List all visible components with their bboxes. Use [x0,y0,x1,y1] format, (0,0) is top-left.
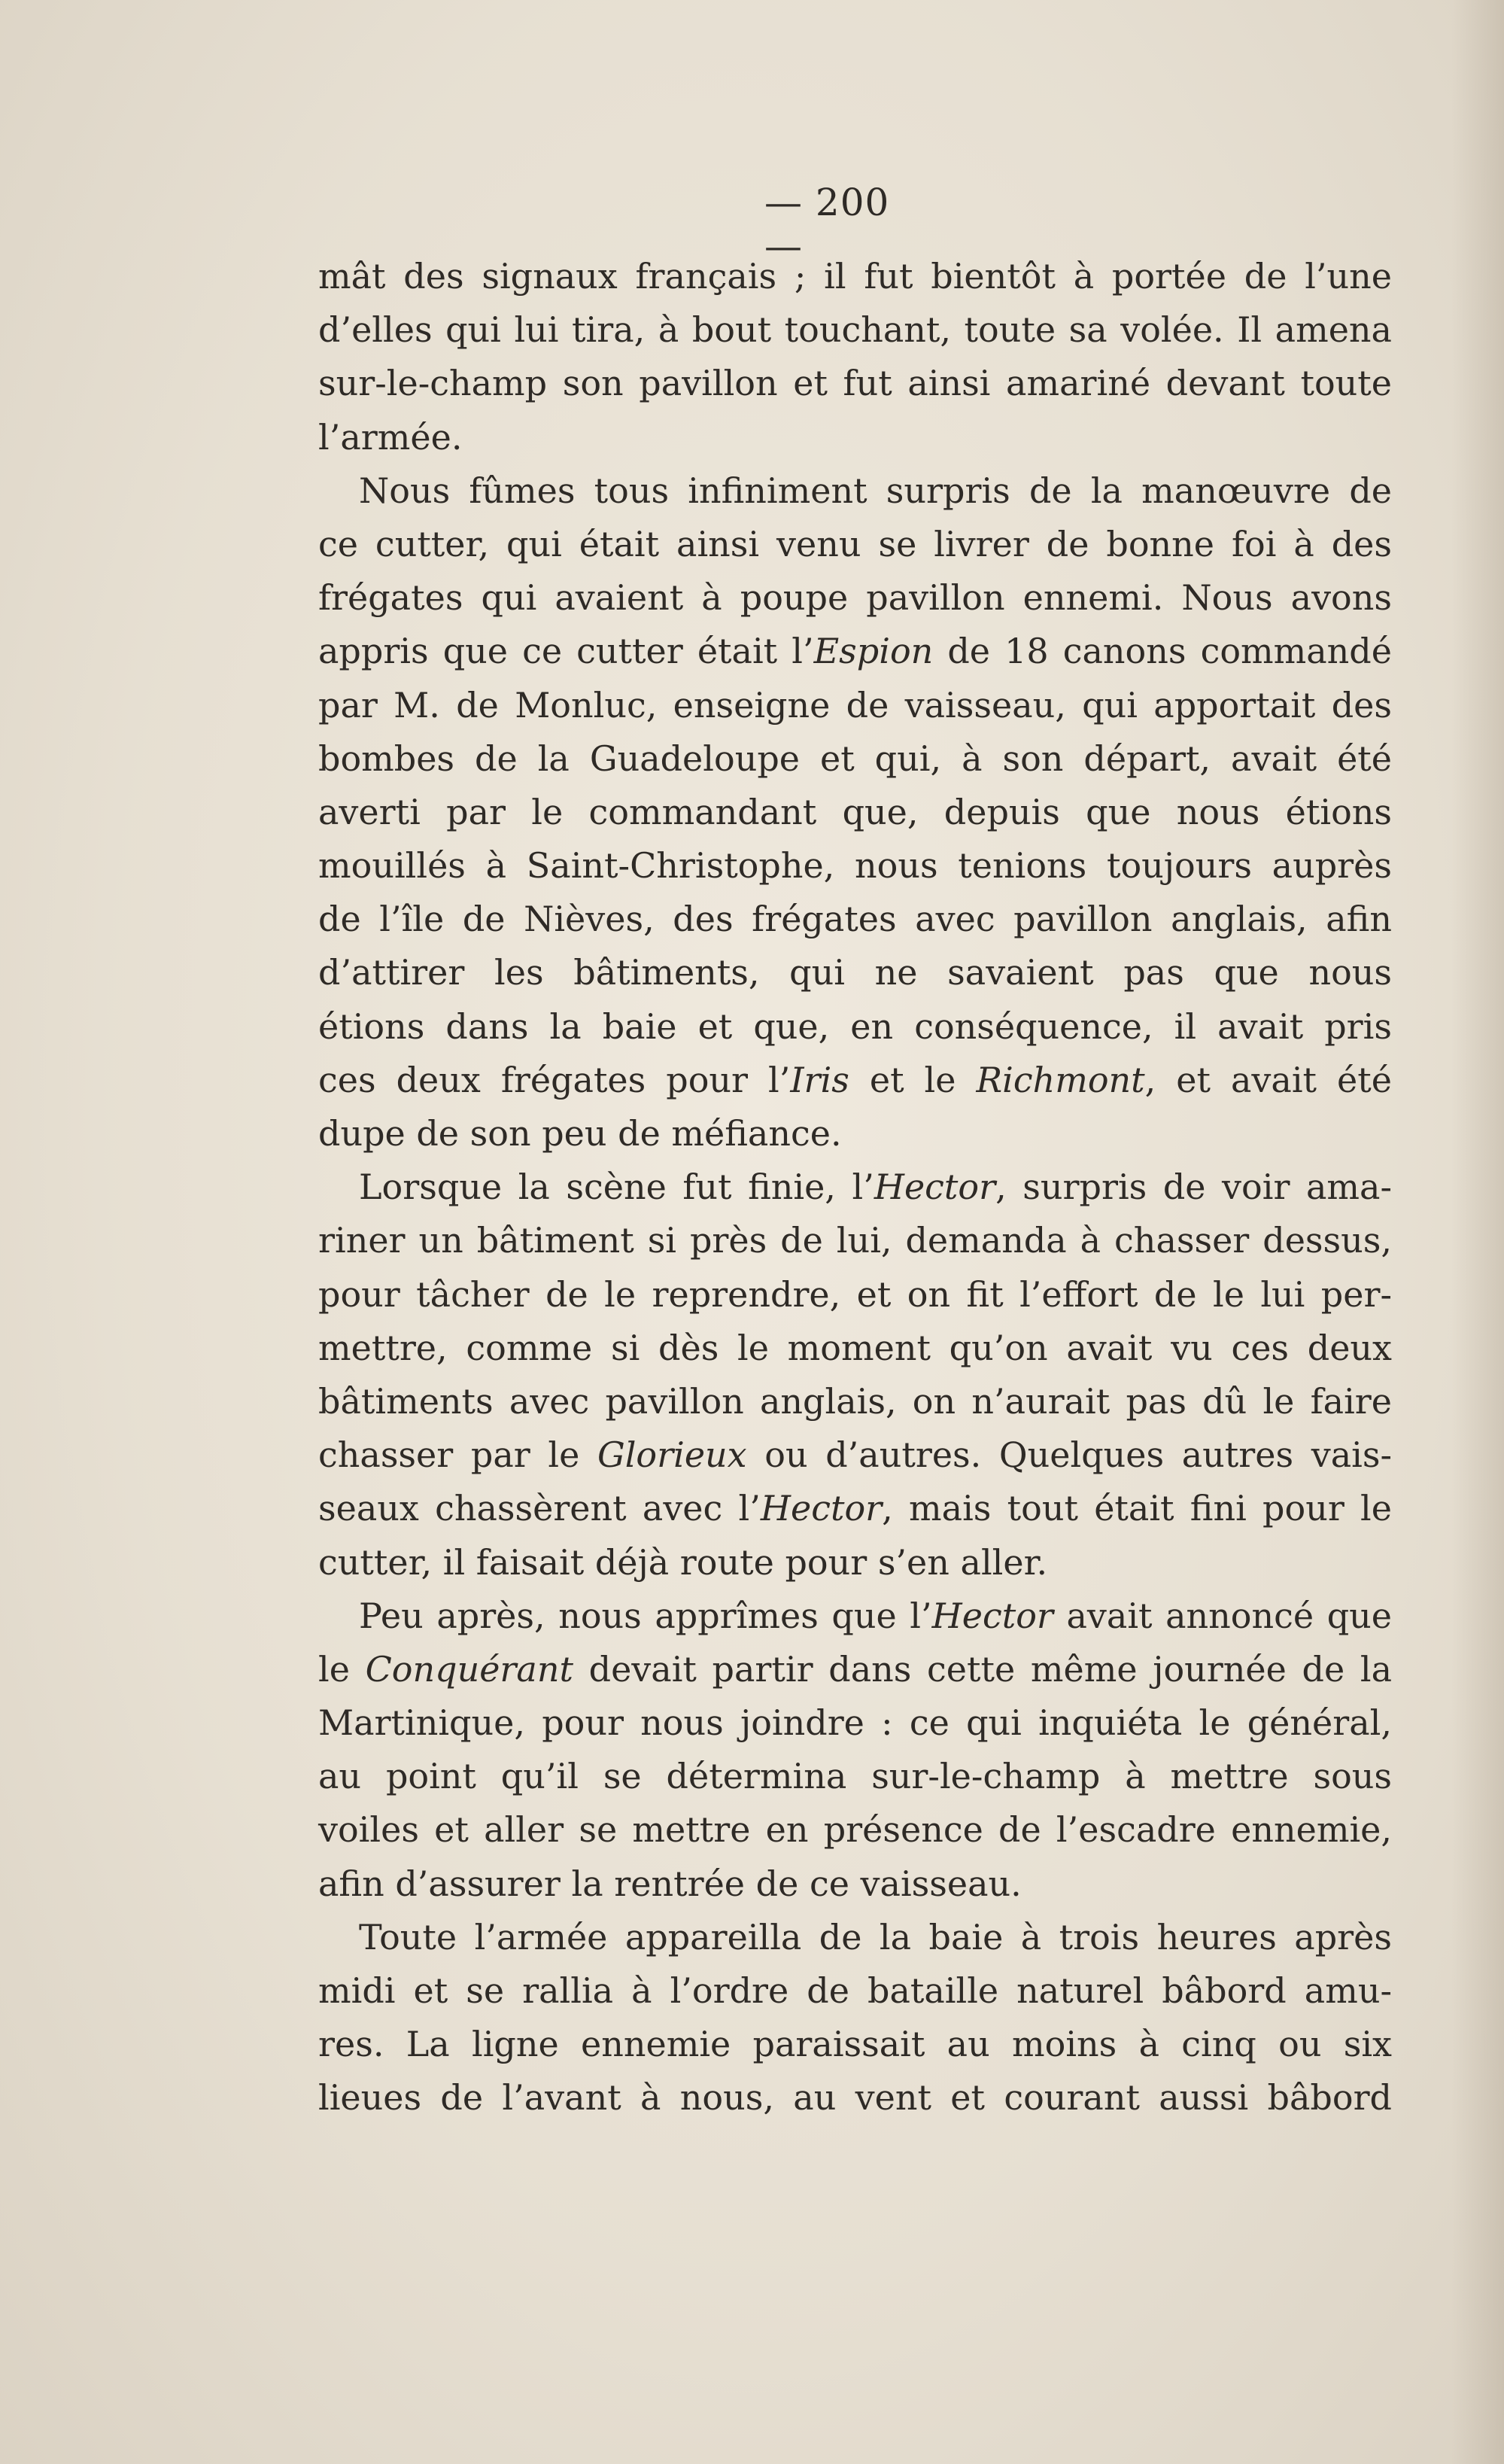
text-line: Martinique, pour nous joindre : ce qui inquiéta le général, [318,1702,1392,1744]
ship-name-hector: Hector [931,1595,1053,1636]
text-line: cutter, il faisait déjà route pour s’en aller. [318,1541,1048,1583]
text-line: d’elles qui lui tira, à bout touchant, toute sa volée. Il amena [318,309,1392,351]
ship-name-richmont: Richmont [976,1059,1145,1100]
text-line: sur-le-champ son pavillon et fut ainsi amariné devant toute [318,363,1392,404]
text-line: afin d’assurer la rentrée de ce vaisseau. [318,1863,1022,1904]
text-line: seaux chassèrent avec l’Hector, mais tout était fini pour le [318,1488,1392,1529]
text-line: par M. de Monluc, enseigne de vaisseau, qui apportait des [318,684,1392,726]
text-line: de l’île de Nièves, des frégates avec pavillon anglais, afin [318,899,1392,940]
text-line: voiles et aller se mettre en présence de l’escadre ennemie, [318,1809,1392,1851]
page-number: — 200 — [764,181,890,268]
ship-name-hector: Hector [874,1167,996,1208]
text-line: le Conquérant devait partir dans cette même journée de la [318,1648,1393,1690]
text-line: midi et se rallia à l’ordre de bataille naturel bâbord amu- [318,1970,1392,2011]
text-line: ces deux frégates pour l’Iris et le Richmont, et avait été [318,1059,1392,1100]
text-line: Lorsque la scène fut finie, l’Hector, surpris de voir ama- [359,1167,1392,1208]
ship-name-glorieux: Glorieux [597,1434,747,1476]
text-line: pour tâcher de le reprendre, et on fit l’effort de le lui per- [318,1273,1392,1315]
text-line: riner un bâtiment si près de lui, demanda à chasser dessus, [318,1220,1392,1261]
body-text [318,250,1392,2125]
text-line: au point qu’il se détermina sur-le-champ à mettre sous [318,1756,1392,1797]
text-line: bombes de la Guadeloupe et qui, à son départ, avait été [318,738,1392,779]
text-line: frégates qui avaient à poupe pavillon ennemi. Nous avons [318,577,1392,619]
text-line: lieues de l’avant à nous, au vent et courant aussi bâbord [318,2077,1392,2119]
text-line: étions dans la baie et que, en conséquence, il avait pris [318,1005,1392,1047]
text-line: ce cutter, qui était ainsi venu se livrer de bonne foi à des [318,523,1392,564]
text-line: bâtiments avec pavillon anglais, on n’aurait pas dû le faire [318,1380,1392,1422]
ship-name-espion: Espion [813,631,934,672]
text-line: appris que ce cutter était l’Espion de 18 canons commandé [318,631,1392,672]
text-line: dupe de son peu de méfiance. [318,1113,842,1154]
text-line: d’attirer les bâtiments, qui ne savaient pas que nous [318,952,1392,993]
ship-name-iris: Iris [790,1059,849,1100]
text-line: chasser par le Glorieux ou d’autres. Quelques autres vais- [318,1434,1392,1476]
text-line: l’armée. [318,416,463,458]
text-line: res. La ligne ennemie paraissait au moins à cinq ou six [318,2024,1392,2065]
text-line: mât des signaux français ; il fut bientôt à portée de l’une [318,256,1392,297]
page-edge-shadow [1451,0,1504,2464]
text-line: mouillés à Saint-Christophe, nous tenions toujours auprès [318,845,1392,887]
text-line: Toute l’armée appareilla de la baie à trois heures après [359,1916,1392,1958]
ship-name-conquerant: Conquérant [365,1648,573,1690]
text-line: averti par le commandant que, depuis que nous étions [318,791,1392,832]
text-line: Nous fûmes tous infiniment surpris de la manœuvre de [359,470,1392,511]
ship-name-hector: Hector [760,1488,883,1529]
text-line: mettre, comme si dès le moment qu’on avait vu ces deux [318,1327,1392,1368]
text-line: Peu après, nous apprîmes que l’Hector avait annoncé que [359,1595,1392,1636]
